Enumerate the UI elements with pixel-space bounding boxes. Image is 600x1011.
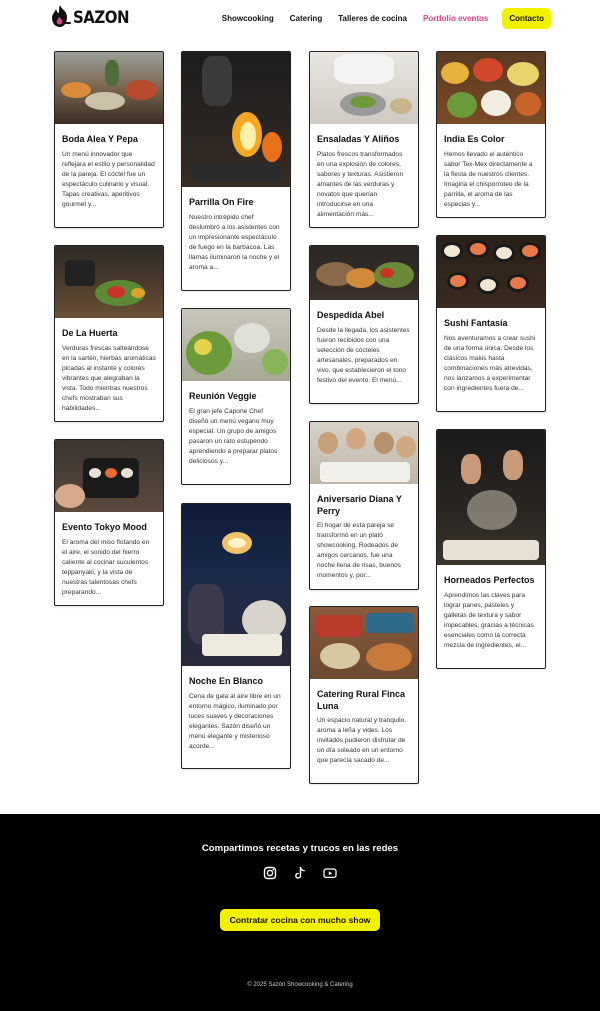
event-title: Evento Tokyo Mood [62,522,147,532]
event-card-despedida[interactable] [309,245,419,404]
event-title: Boda Alea Y Pepa [62,134,138,144]
event-title: Catering Rural Finca Luna [317,689,406,711]
main-nav [206,7,551,29]
event-card-india[interactable] [436,51,546,218]
tiktok-icon[interactable] [293,866,307,880]
site-header [0,0,600,36]
event-description: Cena de gala al aire libre en un entorno mágico, iluminado por luces suaves y decoraciones elegantes. Sazón diseñó un menú elegante y misterioso acorde... [189,692,281,750]
event-photo [55,52,163,124]
event-photo [310,422,418,484]
event-card-sushi[interactable] [436,235,546,412]
event-photo [310,607,418,679]
event-photo [55,246,163,318]
event-card-ensaladas[interactable] [309,51,419,228]
nav-talleres[interactable]: Talleres de cocina [338,13,407,23]
brand-logo[interactable] [49,4,129,30]
flame-pan-icon [49,4,71,30]
event-title: Horneados Perfectos [444,575,535,585]
event-description: Desde la llegada, los asistentes fueron recibidos con una selección de cócteles artesanales, preparados en vivo, que establecieron el tono festivo del evento. El menú... [317,326,410,384]
instagram-icon[interactable] [263,866,277,880]
hire-kitchen-button[interactable]: Contratar cocina con mucho show [220,909,380,931]
event-title: Ensaladas Y Aliños [317,134,400,144]
copyright: © 2025 Sazón Showcooking & Catering [247,982,353,988]
event-photo [437,52,545,124]
event-title: Despedida Abel [317,310,385,320]
event-description: Platos frescos transformados en una explosión de colores, sabores y texturas. Asistieron amantes de las verduras y novatos que querían introducirse en una alimentación más... [317,150,404,218]
event-photo [55,440,163,512]
event-photo [310,246,418,300]
event-title: Parrilla On Fire [189,197,254,207]
event-card-aniversario[interactable] [309,421,419,590]
nav-showcooking[interactable]: Showcooking [221,13,274,23]
event-title: Aniversario Diana Y Perry [317,494,402,516]
event-photo [182,504,290,666]
social-links [0,866,600,880]
event-photo [182,52,290,187]
nav-catering[interactable]: Catering [289,13,323,23]
event-card-parrilla[interactable] [181,51,291,291]
event-title: India Es Color [444,134,505,144]
event-photo [310,52,418,124]
event-card-boda[interactable] [54,51,164,228]
youtube-icon[interactable] [323,866,337,880]
event-description: Un menú innovador que reflejara el estilo y personalidad de la pareja. El cóctel fue un espectáculo culinario y visual. Tapas creativas, aperitivos gourmet y... [62,150,155,208]
event-description: Verduras frescas salteándose en la sartén, hierbas aromáticas picadas al instante y colores vibrantes que alegraban la vista. Todo mientras nuestros chefs mostraban sus habilidades... [62,344,156,412]
event-description: Hemos llevado el auténtico sabor Tex-Mex directamente a la fiesta de nuestros clientes. Imagina el chisporroteo de la parrilla, el aroma de las especias y... [444,150,533,208]
event-title: De La Huerta [62,328,118,338]
site-footer [0,814,600,1011]
event-photo [437,236,545,308]
event-photo [437,430,545,565]
event-title: Sushi Fantasía [444,318,508,328]
event-card-tokyo[interactable] [54,439,164,606]
event-description: Un espacio natural y tranquilo, aroma a leña y vides. Los invitados pudieron disfrutar de un día soleado en un entorno que parecía sacado de... [317,717,407,764]
event-description: El gran jefe Capone Chef diseñó un menú vegano muy especial. Un grupo de amigos pasaron un rato estupendo aprendiendo a preparar platos deliciosos y... [189,407,278,465]
event-card-veggie[interactable] [181,308,291,485]
event-card-horneados[interactable] [436,429,546,669]
event-description: El hogar de esta pareja se transformó en un plató showcooking. Rodeados de amigos cercanos, fue una noche llena de risas, buenos momentos y, por... [317,522,401,579]
event-title: Noche En Blanco [189,676,264,686]
event-card-rural[interactable] [309,606,419,784]
event-card-noche-blanco[interactable] [181,503,291,769]
contact-button[interactable]: Contacto [502,8,551,29]
footer-heading: Compartimos recetas y trucos en las redes [201,843,399,854]
event-description: Nos aventuramos a crear sushi de una forma única. Desde los clásicos makis hasta combinaciones más atrevidas, nos lanzamos a experimentar con ingredientes fuera de... [444,334,536,392]
event-title: Reunión Veggie [189,391,257,401]
nav-portfolio[interactable]: Portfolio eventos [422,13,489,23]
event-description: Aprendimos las claves para lograr panes, pasteles y galletas de textura y sabor impecables, gracias a técnicas esenciales como la correcta mezcla de ingredientes, el... [444,591,534,649]
event-description: Nuestro intrépido chef deslumbró a los asistentes con un impresionante espectáculo de fuego en la barbacoa. Las llamas iluminaron la noche y el aroma a... [189,213,280,271]
event-description: El aroma del miso flotando en el aire, el sonido del hierro caliente al cocinar suculentos teppanyaki, y la vista de nuestras talentosas chefs preparando... [62,538,150,596]
event-photo [182,309,290,381]
event-card-huerta[interactable] [54,245,164,422]
brand-name: SAZON [73,6,130,28]
